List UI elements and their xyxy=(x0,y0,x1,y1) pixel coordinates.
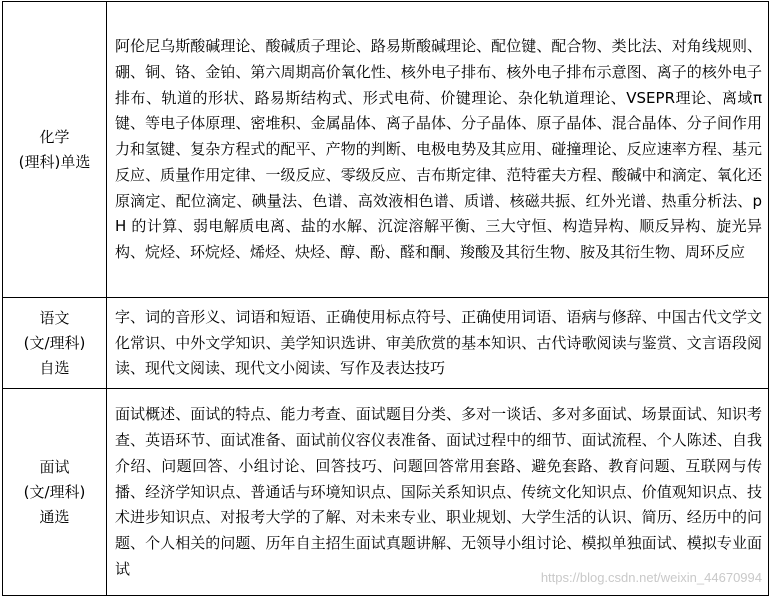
subject-cell-chinese xyxy=(3,298,107,389)
syllabus-table xyxy=(2,1,769,596)
table-row-chemistry xyxy=(3,2,769,298)
subject-cell-chemistry xyxy=(3,2,107,298)
subject-cell-interview xyxy=(3,389,107,596)
topics-cell-chemistry: 阿伦尼乌斯酸碱理论、酸碱质子理论、路易斯酸碱理论、配位键、配合物、类比法、对角线规则、硼、铜、铬、金铂、第六周期高价氧化性、核外电子排布、核外电子排布示意图、离子的核外电子排布、轨道的形状、路易斯结构式、形式电荷、价键理论、杂化轨道理论、VSEPR理论、离域π键、等电子体原理、密堆积、金属晶体、离子晶体、分子晶体、原子晶体、混合晶体、分子间作用力和氢键、复杂方程式的配平、产物的判断、电极电势及其应用、碰撞理论、反应速率方程、基元反应、质量作用定律、一级反应、零级反应、吉布斯定律、范特霍夫方程、酸碱中和滴定、氧化还原滴定、配位滴定、碘量法、色谱、高效液相色谱、质谱、核磁共振、红外光谱、热重分析法、pH 的计算、弱电解质电离、盐的水解、沉淀溶解平衡、三大守恒、构造异构、顺反异构、旋光异构、烷烃、环烷烃、烯烃、炔烃、醇、酚、醛和酮、羧酸及其衍生物、胺及其衍生物、周环反应 xyxy=(107,2,769,298)
subject-name: 化学 xyxy=(39,127,70,146)
topics-cell-interview: 面试概述、面试的特点、能力考查、面试题目分类、多对一谈话、多对多面试、场景面试、知识考查、英语环节、面试准备、面试前仪容仪表准备、面试过程中的细节、面试流程、个人陈述、自我介绍、问题回答、小组讨论、回答技巧、问题回答常用套路、避免套路、教育问题、互联网与传播、经济学知识点、普通话与环境知识点、国际关系知识点、传统文化知识点、价值观知识点、技术进步知识点、对报考大学的了解、对未来专业、职业规划、大学生活的认识、简历、经历中的问题、个人相关的问题、历年自主招生面试真题讲解、无领导小组讨论、模拟单独面试、模拟专业面试 xyxy=(107,389,769,596)
topics-cell-chinese: 字、词的音形义、词语和短语、正确使用标点符号、正确使用词语、语病与修辞、中国古代文学文化常识、中外文学知识、美学知识选讲、审美欣赏的基本知识、古代诗歌阅读与鉴赏、文言语段阅读、现代文阅读、现代文小阅读、写作及表达技巧 xyxy=(107,298,769,389)
subject-name: 面试 xyxy=(39,457,70,476)
subject-category: (理科)单选 xyxy=(18,152,91,171)
subject-type: 通选 xyxy=(39,507,70,526)
table-row-chinese xyxy=(3,298,769,389)
table-row-interview xyxy=(3,389,769,596)
subject-name: 语文 xyxy=(39,308,70,327)
csdn-watermark: https://blog.csdn.net/weixin_44670994 xyxy=(540,570,762,585)
subject-category: (文/理科) xyxy=(23,333,86,352)
subject-type: 自选 xyxy=(39,358,70,377)
subject-category: (文/理科) xyxy=(23,482,86,501)
